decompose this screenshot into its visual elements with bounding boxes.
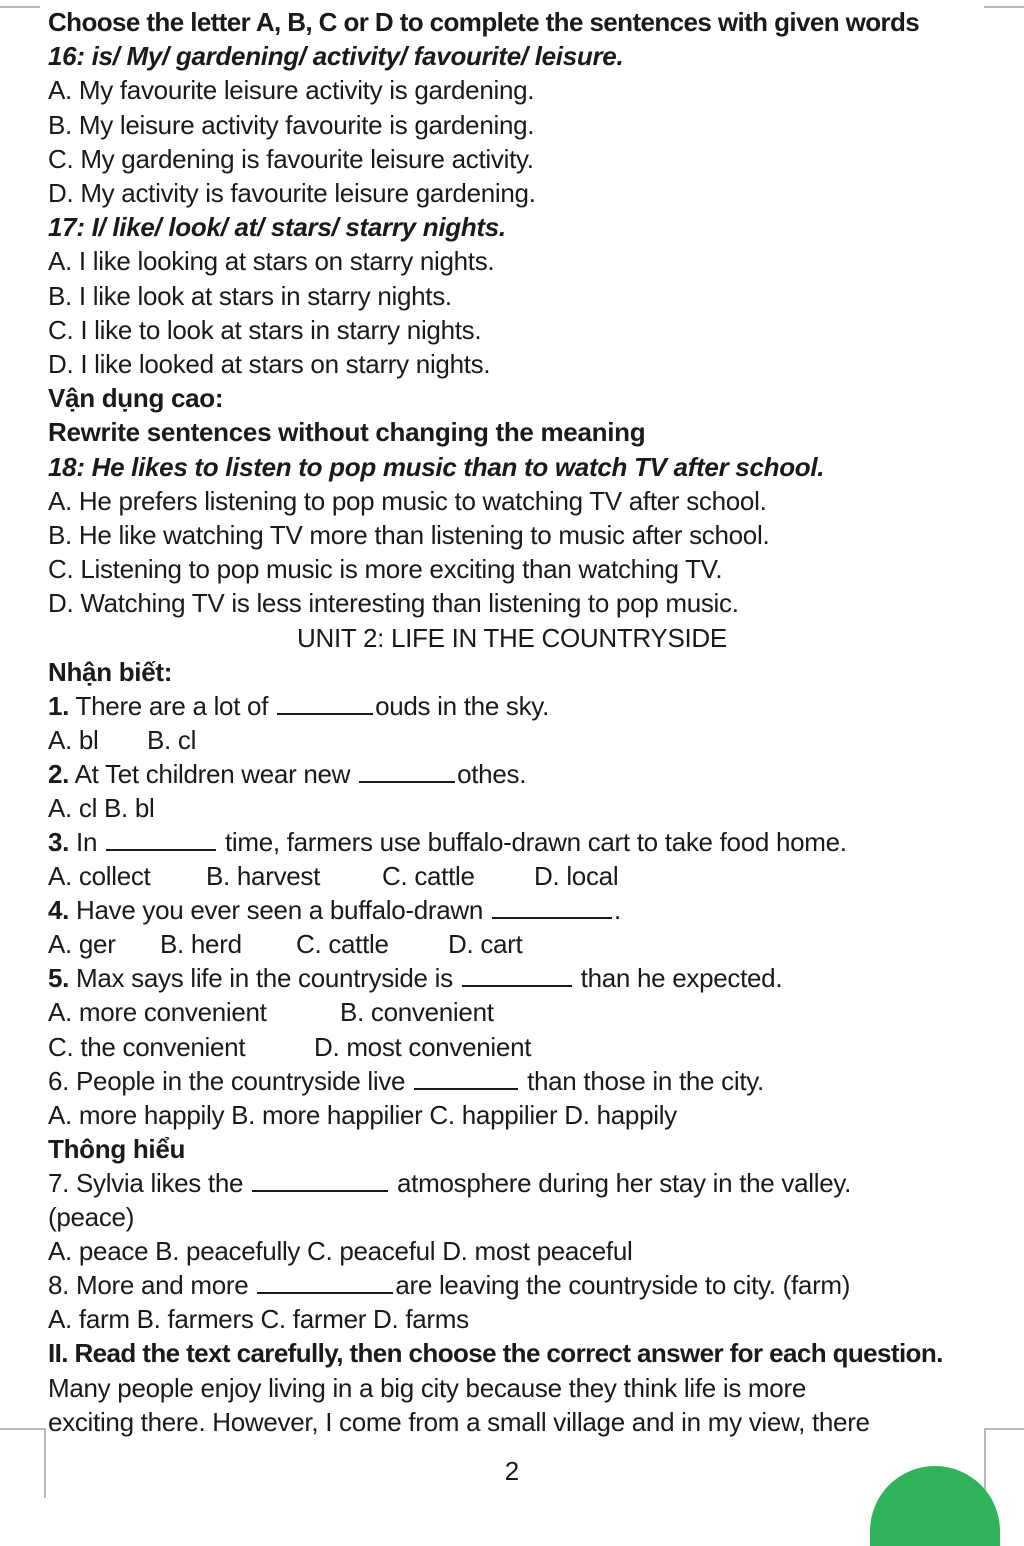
option-a: A. more convenient xyxy=(48,997,267,1027)
question-2-options: A. cl B. bl xyxy=(48,793,155,823)
text-line: D. Watching TV is less interesting than listening to pop music. xyxy=(48,588,739,618)
option-d: D. cart xyxy=(448,929,523,959)
question-text: At Tet children wear new xyxy=(69,759,358,789)
question-text: atmosphere during her stay in the valley. xyxy=(390,1168,852,1198)
answer-blank xyxy=(414,1066,518,1090)
text-line: Vận dụng cao: xyxy=(48,383,224,413)
question-number: 3. xyxy=(48,827,70,857)
question-text: . xyxy=(613,895,621,925)
text-line: D. My activity is favourite leisure gardening. xyxy=(48,178,536,208)
question-text: There are a lot of xyxy=(69,691,276,721)
text-line: Rewrite sentences without changing the meaning xyxy=(48,417,646,447)
text-line: C. My gardening is favourite leisure activity. xyxy=(48,144,534,174)
answer-blank xyxy=(252,1168,388,1192)
answer-blank xyxy=(277,691,373,715)
question-text: Have you ever seen a buffalo-drawn xyxy=(69,895,490,925)
question-3 xyxy=(48,826,847,858)
question-number: 4. xyxy=(48,895,70,925)
option-a: A. collect xyxy=(48,861,151,891)
option-c: C. cattle xyxy=(382,861,475,891)
answer-blank xyxy=(106,827,216,851)
section-heading-thong-hieu: Thông hiểu xyxy=(48,1134,186,1164)
question-number: 2. xyxy=(48,759,70,789)
passage-line-2: exciting there. However, I come from a small village and in my view, there xyxy=(48,1407,870,1437)
option-b: B. convenient xyxy=(340,997,494,1027)
text-line: B. My leisure activity favourite is gardening. xyxy=(48,110,535,140)
answer-blank xyxy=(359,759,455,783)
option-d: D. most convenient xyxy=(314,1032,532,1062)
question-text: than he expected. xyxy=(573,963,783,993)
text-line: B. He like watching TV more than listening to music after school. xyxy=(48,520,770,550)
question-number: 5. xyxy=(48,963,70,993)
text-line: 17: I/ like/ look/ at/ stars/ starry nights. xyxy=(48,212,506,242)
question-4 xyxy=(48,894,621,926)
question-1-options: A. bl B. cl xyxy=(48,725,197,755)
question-text: othes. xyxy=(457,759,527,789)
text-line: C. I like to look at stars in starry nights. xyxy=(48,315,482,345)
option-a: A. ger xyxy=(48,929,116,959)
question-7 xyxy=(48,1167,851,1199)
passage-line-1: Many people enjoy living in a big city because they think life is more xyxy=(48,1373,806,1403)
question-2 xyxy=(48,758,526,790)
corner-mark-top-right xyxy=(984,0,1024,8)
question-text: time, farmers use buffalo-drawn cart to take food home. xyxy=(218,827,847,857)
answer-blank xyxy=(492,895,612,919)
option-b: B. harvest xyxy=(206,861,321,891)
question-6 xyxy=(48,1065,764,1097)
question-5 xyxy=(48,962,782,994)
question-text: 7. Sylvia likes the xyxy=(48,1168,251,1198)
text-line: A. He prefers listening to pop music to watching TV after school. xyxy=(48,486,767,516)
question-text: 6. People in the countryside live xyxy=(48,1066,413,1096)
text-line: 18: He likes to listen to pop music than to watch TV after school. xyxy=(48,452,825,482)
option-c: C. cattle xyxy=(296,929,389,959)
option-b: B. herd xyxy=(160,929,242,959)
question-text: ouds in the sky. xyxy=(375,691,550,721)
unit-title: UNIT 2: LIFE IN THE COUNTRYSIDE xyxy=(297,623,727,653)
question-text: than those in the city. xyxy=(520,1066,764,1096)
question-text: are leaving the countryside to city. (farm) xyxy=(395,1270,851,1300)
text-line: Choose the letter A, B, C or D to complete the sentences with given words xyxy=(48,7,920,37)
section-heading-nhan-biet: Nhận biết: xyxy=(48,657,173,687)
option-d: D. local xyxy=(534,861,619,891)
text-line: B. I like look at stars in starry nights. xyxy=(48,281,452,311)
question-7-hint: (peace) xyxy=(48,1202,135,1232)
text-line: 16: is/ My/ gardening/ activity/ favourite/ leisure. xyxy=(48,41,624,71)
question-number: 1. xyxy=(48,691,70,721)
text-line: D. I like looked at stars on starry nights. xyxy=(48,349,491,379)
question-text: Max says life in the countryside is xyxy=(69,963,460,993)
answer-blank xyxy=(257,1270,393,1294)
question-6-options: A. more happily B. more happilier C. happilier D. happily xyxy=(48,1100,677,1130)
text-line: C. Listening to pop music is more exciting than watching TV. xyxy=(48,554,723,584)
corner-mark-top-left xyxy=(0,0,40,8)
text-line: A. My favourite leisure activity is gardening. xyxy=(48,75,535,105)
page-number: 2 xyxy=(504,1456,520,1486)
question-7-options: A. peace B. peacefully C. peaceful D. most peaceful xyxy=(48,1236,633,1266)
question-1 xyxy=(48,690,549,722)
question-text: In xyxy=(69,827,105,857)
option-c: C. the convenient xyxy=(48,1032,246,1062)
text-line: A. I like looking at stars on starry nights. xyxy=(48,246,495,276)
answer-blank xyxy=(462,963,572,987)
section-heading-reading: II. Read the text carefully, then choose the correct answer for each question. xyxy=(48,1338,943,1368)
question-text: 8. More and more xyxy=(48,1270,256,1300)
question-8-options: A. farm B. farmers C. farmer D. farms xyxy=(48,1304,469,1334)
question-8 xyxy=(48,1269,850,1301)
